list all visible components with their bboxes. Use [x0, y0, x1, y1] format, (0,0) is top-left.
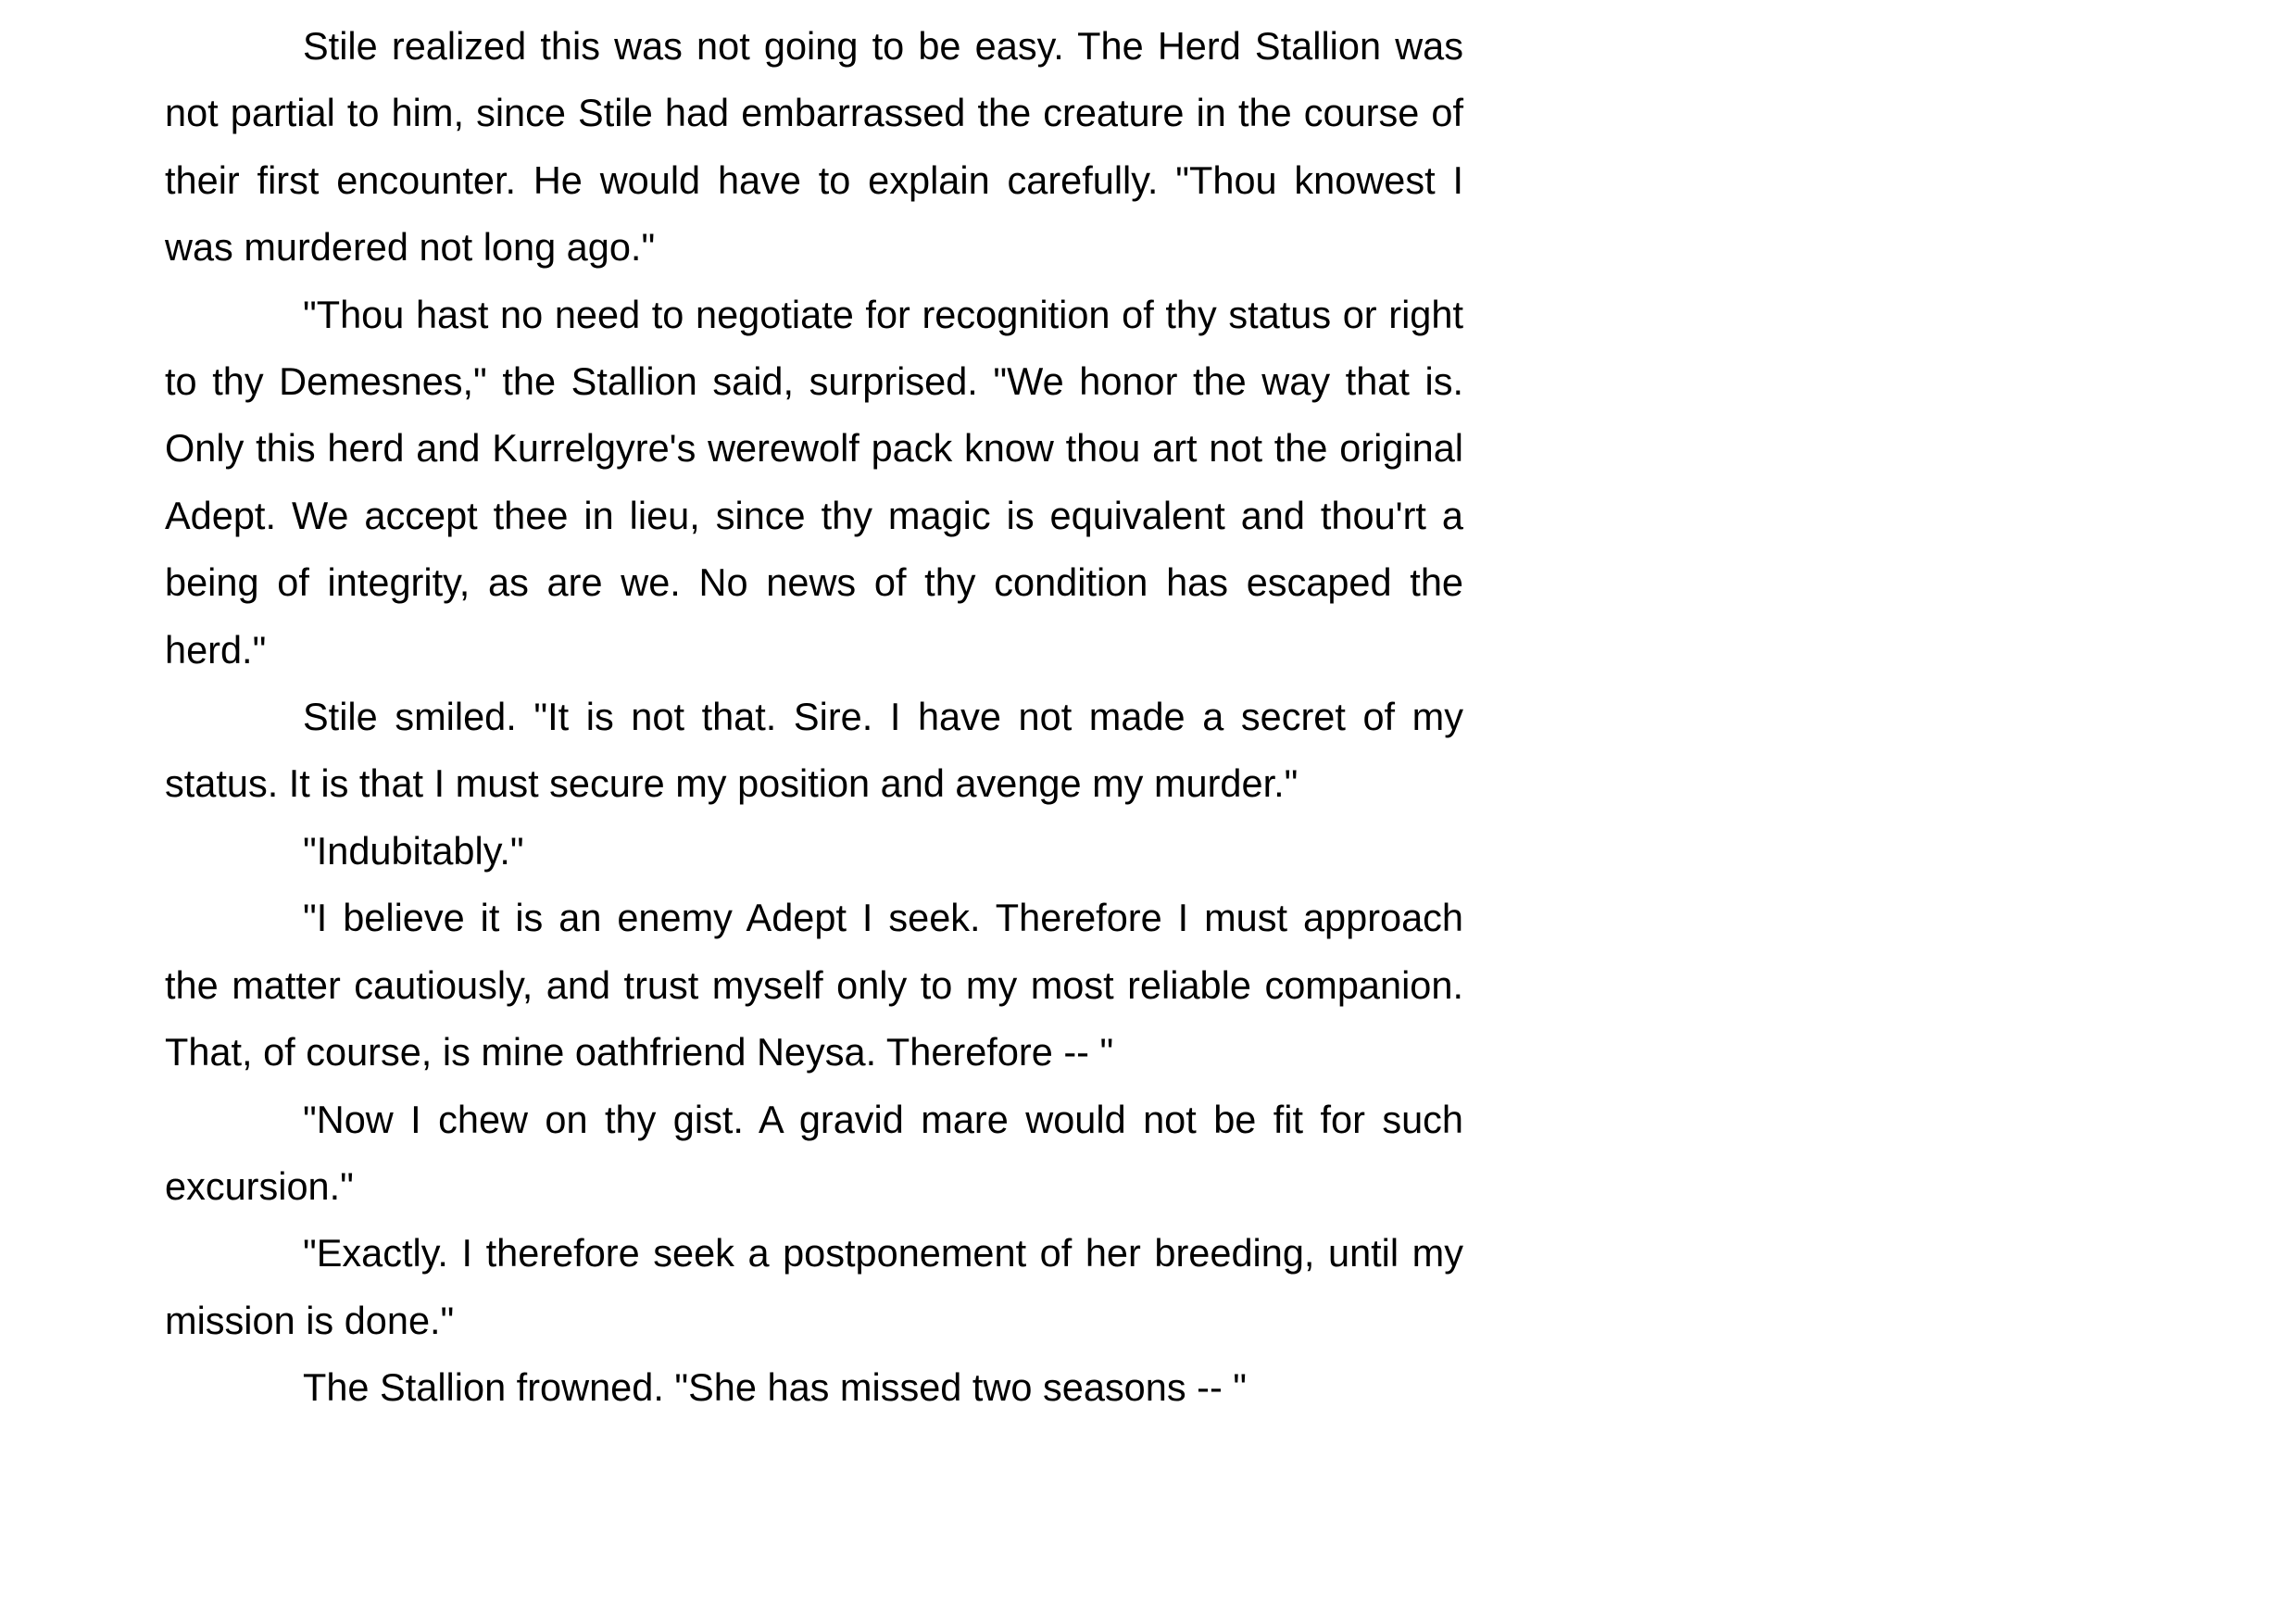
paragraph-7: "Exactly. I therefore seek a postponement of her breeding, until my mission is done."	[165, 1231, 1463, 1342]
body-text	[165, 13, 1463, 1422]
paragraph-6: "Now I chew on thy gist. A gravid mare would not be fit for such excursion."	[165, 1097, 1463, 1208]
paragraph-4: "Indubitably."	[303, 828, 524, 873]
paragraph-2: "Thou hast no need to negotiate for recognition of thy status or right to thy Demesnes," the Stallion said, surprised. "We honor the way that is. Only this herd and Kurrelgyre's werewolf pack know thou art not the original Adept. We accept thee in lieu, since thy magic is equivalent and thou'rt a being of integrity, as are we. No news of thy condition has escaped the herd."	[165, 292, 1463, 672]
paragraph-1: Stile realized this was not going to be easy. The Herd Stallion was not partial to him, since Stile had embarrassed the creature in the course of their first encounter. He would have to explain carefully. "Thou knowest I was murdered not long ago."	[165, 24, 1463, 270]
paragraph-3: Stile smiled. "It is not that. Sire. I have not made a secret of my status. It is that I must secure my position and avenge my murder."	[165, 695, 1463, 806]
paragraph-8: The Stallion frowned. "She has missed two seasons -- "	[303, 1365, 1248, 1410]
paragraph-5: "I believe it is an enemy Adept I seek. Therefore I must approach the matter cautiously, and trust myself only to my most reliable companion. That, of course, is mine oathfriend Neysa. Therefore -- "	[165, 896, 1463, 1074]
